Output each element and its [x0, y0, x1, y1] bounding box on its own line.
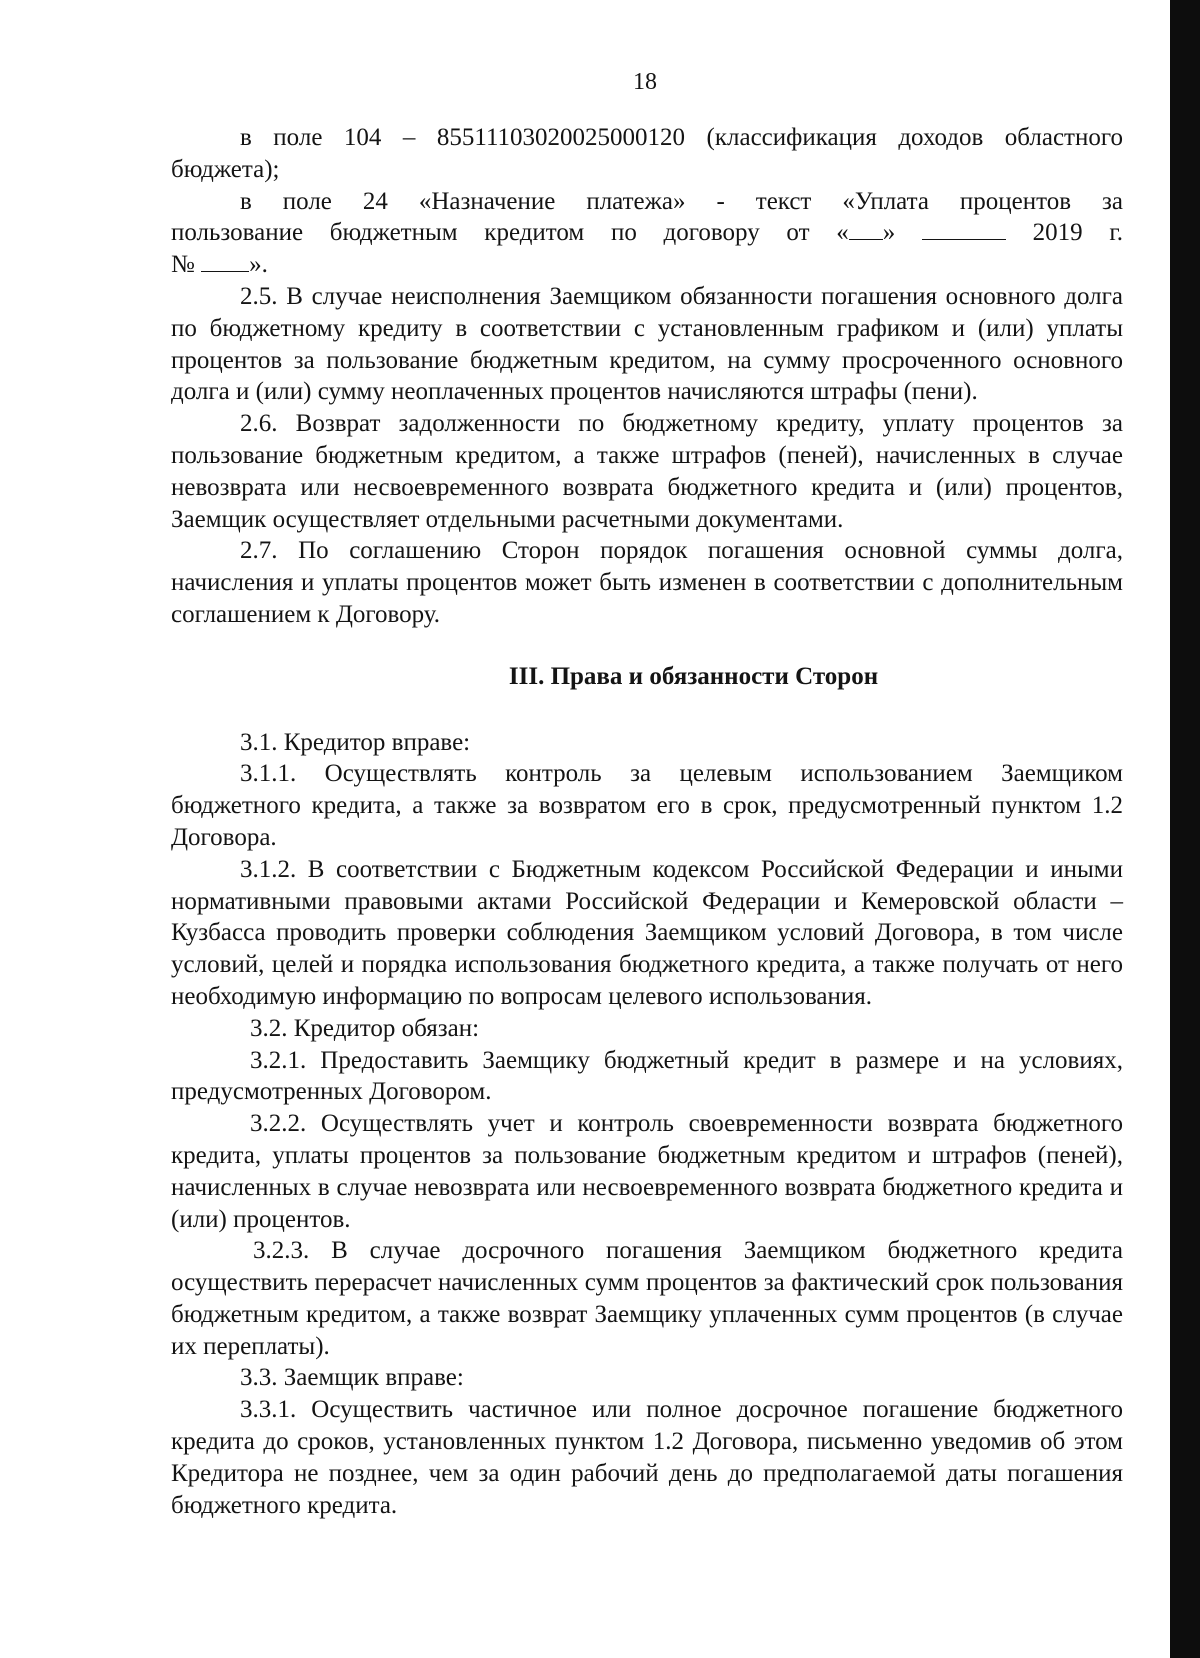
field-24-contract-line [171, 217, 1123, 249]
paragraph-3-2-1: 3.2.1. Предоставить Заемщику бюджетный кредит в размере и на условиях, предусмотренных Договором. [171, 1046, 1123, 1106]
field-24-quote-close: » [882, 219, 896, 247]
field-104-line: в поле 104 – 85511103020025000120 (классификация доходов областного [240, 124, 1123, 151]
paragraph-2-5: 2.5. В случае неисполнения Заемщиком обязанности погашения основного долга по бюджетному кредиту в соответствии с установленным графиком и (или) уплаты процентов за пользование бюджетным кредитом, на сумму просроченного основного долга и (или) сумму неоплаченных процентов начисляются штрафы (пени). [171, 282, 1123, 406]
paragraph-3-2-3: 3.2.3. В случае досрочного погашения Заемщиком бюджетного кредита осуществить перерасчет начисленных сумм процентов за фактический срок пользования бюджетным кредитом, а также возврат Заемщику уплаченных сумм процентов (в случае их переплаты). [171, 1237, 1123, 1360]
contract-day-blank [849, 217, 883, 240]
contract-number-blank [201, 249, 249, 272]
field-24-year: 2019 г. [1032, 219, 1124, 247]
section-3-heading: III. Права и обязанности Сторон [508, 662, 879, 690]
paragraph-3-3-1: 3.3.1. Осуществить частичное или полное досрочное погашение бюджетного кредита до сроков, установленных пунктом 1.2 Договора, письменно уведомив об этом Кредитора не позднее, чем за один рабочий день до предполагаемой даты погашения бюджетного кредита. [171, 1396, 1123, 1519]
field-24-line: в поле 24 «Назначение платежа» - текст «Уплата процентов за [240, 187, 1123, 215]
document-body [171, 122, 1123, 1521]
paragraph-3-2-2: 3.2.2. Осуществлять учет и контроль своевременности возврата бюджетного кредита, уплаты процентов за пользование бюджетным кредитом и штрафов (пеней), начисленных в случае невозврата или несвоевременного возврата бюджетного кредита и (или) процентов. [171, 1110, 1123, 1233]
page-number: 18 [633, 69, 657, 95]
paragraph-3-1-2: 3.1.2. В соответствии с Бюджетным кодексом Российской Федерации и иными нормативными правовыми актами Российской Федерации и Кемеровской области – Кузбасса проводить проверки соблюдения Заемщиком условий Договора, в том числе условий, целей и порядка использования бюджетного кредита, а также получать от него необходимую информацию по вопросам целевого использования. [171, 855, 1123, 1010]
paragraph-2-6: 2.6. Возврат задолженности по бюджетному кредиту, уплату процентов за пользование бюджетным кредитом, а также штрафов (пеней), начисленных в случае невозврата или несвоевременного возврата бюджетного кредита и (или) процентов, Заемщик осуществляет отдельными расчетными документами. [171, 410, 1123, 533]
number-sign: № [171, 251, 195, 279]
field-24-number-line [171, 249, 1123, 281]
field-24-contract-text: пользование бюджетным кредитом по договору от « [171, 219, 849, 247]
paragraph-3-1-1: 3.1.1. Осуществлять контроль за целевым использованием Заемщиком бюджетного кредита, а также за возвратом его в срок, предусмотренный пунктом 1.2 Договора. [171, 760, 1123, 851]
paragraph-3-1: 3.1. Кредитор вправе: [240, 728, 471, 756]
field-24-end: ». [249, 251, 268, 279]
contract-month-blank [922, 217, 1006, 240]
paragraph-3-2: 3.2. Кредитор обязан: [250, 1014, 480, 1042]
scan-edge-shadow [1170, 0, 1200, 1658]
paragraph-3-3: 3.3. Заемщик вправе: [240, 1364, 464, 1392]
field-104-line-continued: бюджета); [171, 155, 280, 183]
paragraph-2-7: 2.7. По соглашению Сторон порядок погашения основной суммы долга, начисления и уплаты процентов может быть изменен в соответствии с дополнительным соглашением к Договору. [171, 537, 1123, 628]
